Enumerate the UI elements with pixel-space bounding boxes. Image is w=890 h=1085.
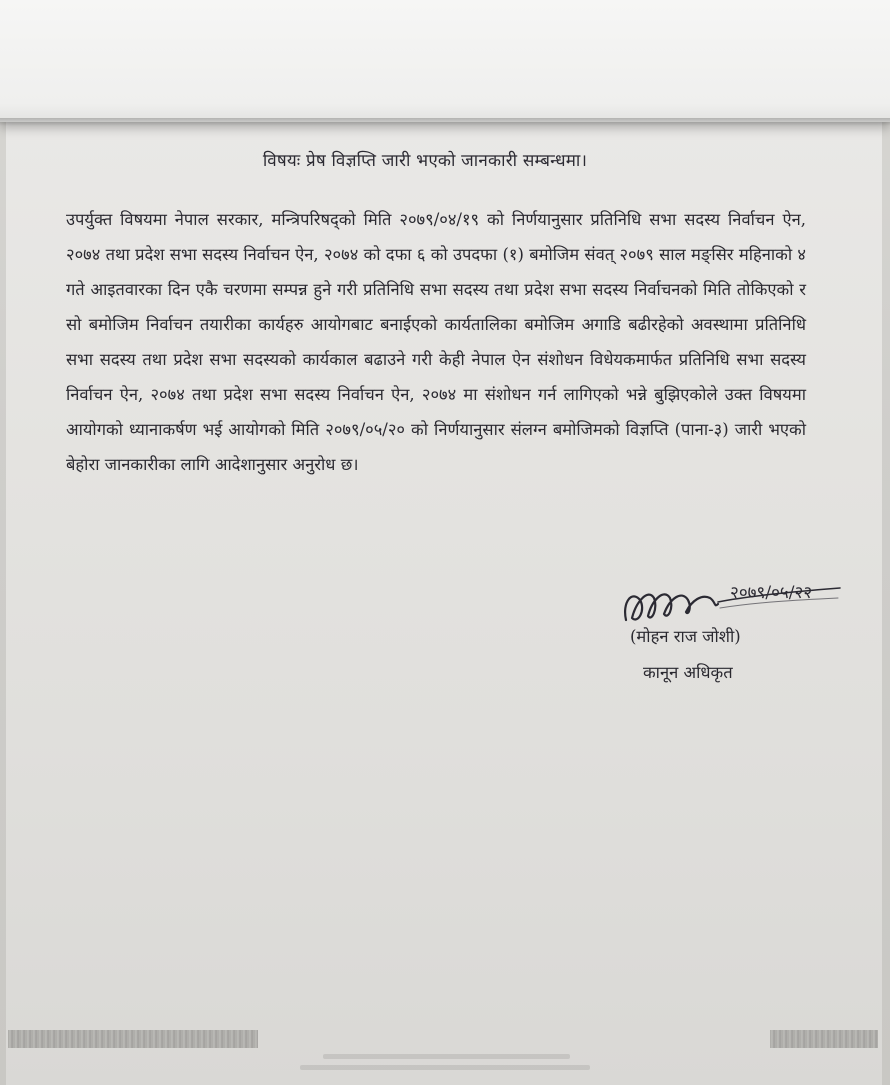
overlapping-top-sheet	[0, 0, 890, 122]
sheet-shadow	[0, 118, 890, 126]
footer-stamp-band-right	[770, 1030, 878, 1048]
signature-date: २०७९/०५/२२	[730, 583, 813, 603]
letter-body: उपर्युक्त विषयमा नेपाल सरकार, मन्त्रिपरिषद्को मिति २०७९/०४/१९ को निर्णयानुसार प्रतिनिधि सभा सदस्य निर्वाचन ऐन, २०७४ तथा प्रदेश सभा सदस्य निर्वाचन ऐन, २०७४ को दफा ६ को उपदफा (१) बमोजिम संवत् २०७९ साल मङ्सिर महिनाको ४ गते आइतवारका दिन एकै चरणमा सम्पन्न हुने गरी प्रतिनिधि सभा सदस्य तथा प्रदेश सभा सदस्य निर्वाचनको मिति तोकिएको र सो बमोजिम निर्वाचन तयारीका कार्यहरु आयोगबाट बनाईएको कार्यतालिका बमोजिम अगाडि बढीरहेको अवस्थामा प्रतिनिधि सभा सदस्य तथा प्रदेश सभा सदस्यको कार्यकाल बढाउने गरी केही नेपाल ऐन संशोधन विधेयकमार्फत प्रतिनिधि सभा सदस्य निर्वाचन ऐन, २०७४ तथा प्रदेश सभा सदस्य निर्वाचन ऐन, २०७४ मा संशोधन गर्न लागिएको भन्ने बुझिएकोले उक्त विषयमा आयोगको ध्यानाकर्षण भई आयोगको मिति २०७९/०५/२० को निर्णयानुसार संलग्न बमोजिमको विज्ञप्ति (पाना-३) जारी भएको बेहोरा जानकारीका लागि आदेशानुसार अनुरोध छ।	[66, 210, 806, 474]
letter-subject: विषयः प्रेष विज्ञप्ति जारी भएको जानकारी सम्बन्धमा।	[262, 151, 588, 171]
signer-name: (मोहन राज जोशी)	[630, 627, 741, 646]
footer-stamp-band-left	[8, 1030, 258, 1048]
signer-title: कानून अधिकृत	[643, 663, 733, 682]
footer-faint-letterhead	[300, 1048, 590, 1078]
